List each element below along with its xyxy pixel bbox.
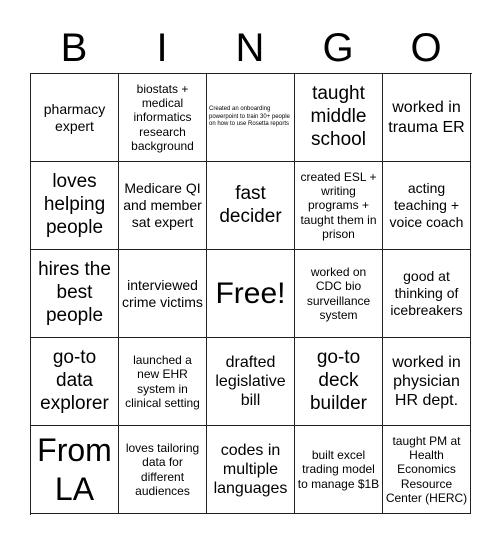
bingo-cell[interactable] — [207, 338, 295, 426]
bingo-cell-text: pharmacy expert — [43, 100, 106, 134]
bingo-board — [30, 73, 472, 515]
bingo-cell[interactable] — [119, 338, 207, 426]
bingo-cell-text: worked in physician HR dept. — [392, 353, 461, 410]
bingo-cell[interactable] — [119, 74, 207, 162]
bingo-cell[interactable] — [295, 426, 383, 514]
bingo-cell-text: loves helping people — [43, 171, 106, 238]
bingo-cell[interactable] — [31, 162, 119, 250]
header-letter-b: B — [60, 26, 88, 70]
bingo-cell[interactable] — [383, 162, 471, 250]
bingo-cell[interactable] — [295, 162, 383, 250]
bingo-cell[interactable] — [295, 250, 383, 338]
bingo-cell-text: Free! — [215, 276, 286, 310]
bingo-cell[interactable] — [31, 74, 119, 162]
bingo-cell[interactable] — [207, 74, 295, 162]
bingo-cell[interactable] — [31, 426, 119, 514]
bingo-cell-text: taught middle school — [310, 83, 367, 150]
bingo-header — [30, 22, 470, 74]
header-letter-n: N — [235, 26, 265, 70]
bingo-cell-text: good at thinking of icebreakers — [390, 268, 463, 318]
bingo-cell[interactable] — [119, 250, 207, 338]
bingo-cell-text: go-to data explorer — [40, 347, 109, 414]
bingo-cell[interactable] — [31, 338, 119, 426]
bingo-cell-text: Created an onboarding powerpoint to train 30+ people on how to use Rosetta reports — [209, 105, 290, 128]
bingo-cell-text: go-to deck builder — [309, 347, 368, 414]
bingo-cell-text: launched a new EHR system in clinical setting — [125, 352, 200, 410]
bingo-cell-text: From LA — [37, 432, 112, 507]
bingo-cell-text: Medicare QI and member sat expert — [123, 180, 202, 230]
bingo-cell-text: loves tailoring data for different audiences — [125, 440, 200, 498]
bingo-cell[interactable] — [207, 162, 295, 250]
bingo-cell[interactable] — [295, 338, 383, 426]
bingo-cell-text: worked on CDC bio surveillance system — [306, 264, 371, 322]
bingo-cell[interactable] — [119, 426, 207, 514]
bingo-cell[interactable] — [31, 250, 119, 338]
header-letter-o: O — [410, 26, 442, 70]
bingo-cell[interactable] — [383, 426, 471, 514]
bingo-cell-text: drafted legislative bill — [215, 353, 286, 410]
header-letter-g: G — [322, 26, 354, 70]
bingo-cell-text: hires the best people — [38, 259, 111, 326]
bingo-cell-text: created ESL + writing programs + taught them in prison — [300, 169, 377, 242]
bingo-cell[interactable] — [295, 74, 383, 162]
bingo-cell-text: biostats + medical informatics research background — [131, 81, 194, 154]
bingo-cell[interactable] — [383, 250, 471, 338]
bingo-cell[interactable] — [383, 74, 471, 162]
bingo-cell[interactable] — [207, 426, 295, 514]
bingo-cell-text: codes in multiple languages — [213, 441, 288, 498]
bingo-cell-text: worked in trauma ER — [388, 99, 465, 136]
bingo-cell-text: fast decider — [219, 182, 282, 227]
bingo-cell-text: built excel trading model to manage $1B — [297, 447, 380, 491]
bingo-cell-text: taught PM at Health Economics Resource Center (HERC) — [385, 433, 468, 506]
bingo-cell-text: interviewed crime victims — [122, 276, 203, 310]
free-space-cell[interactable] — [207, 250, 295, 338]
header-letter-i: I — [156, 26, 168, 70]
bingo-cell[interactable] — [383, 338, 471, 426]
bingo-cell-text: acting teaching + voice coach — [389, 180, 464, 230]
bingo-cell[interactable] — [119, 162, 207, 250]
